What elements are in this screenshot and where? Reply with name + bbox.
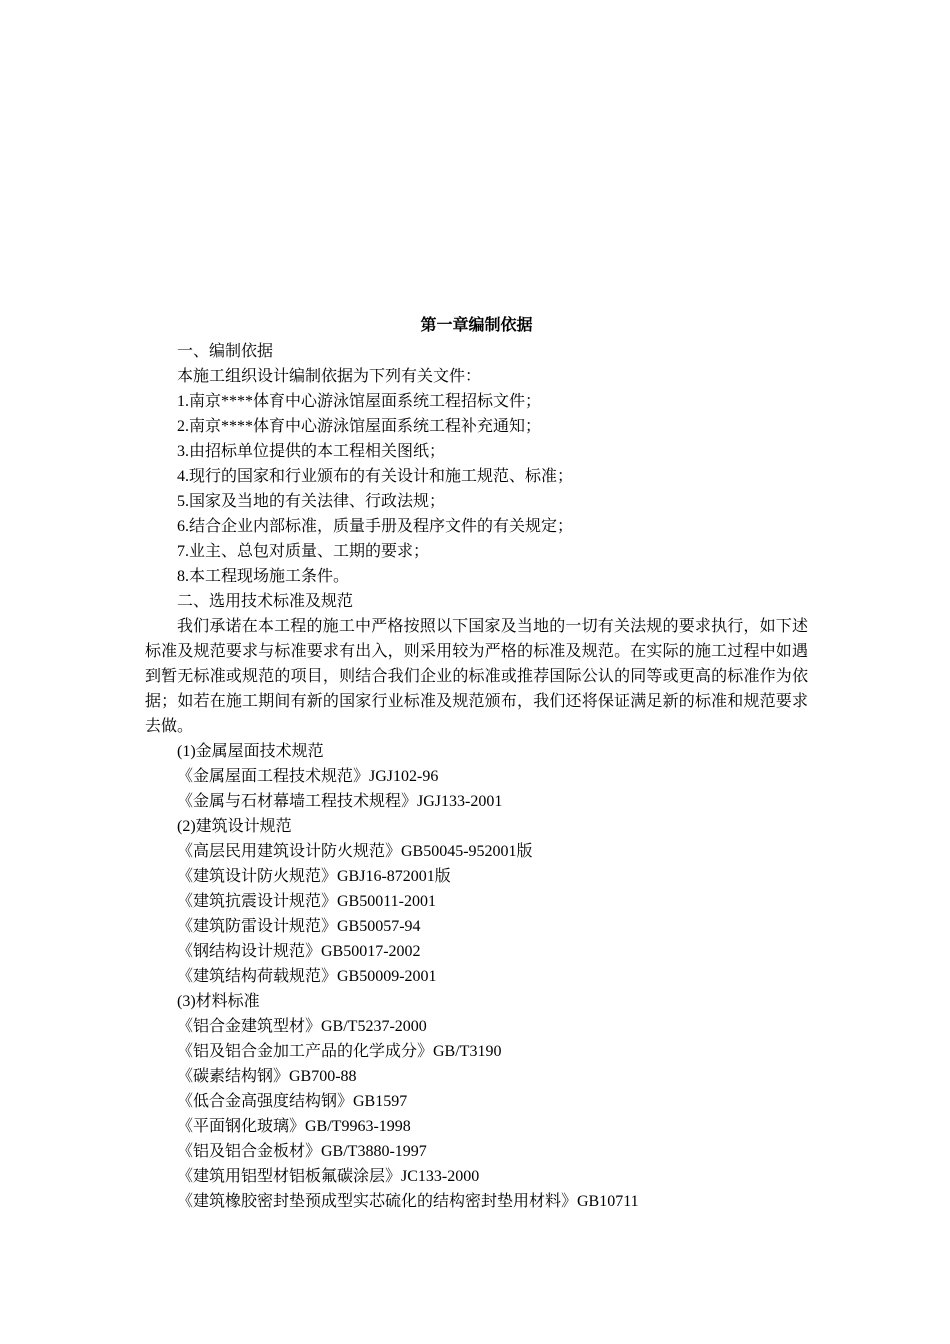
standard-item: 《建筑设计防火规范》GBJ16-872001版 (177, 868, 451, 885)
standard-item: 《碳素结构钢》GB700-88 (177, 1068, 357, 1085)
standards-group-label: (1)金属屋面技术规范 (177, 743, 324, 760)
section-heading-basis: 一、编制依据 (177, 343, 274, 360)
standard-item: 《铝及铝合金板材》GB/T3880-1997 (177, 1143, 427, 1160)
standard-item: 《建筑抗震设计规范》GB50011-2001 (177, 893, 436, 910)
standard-item: 《建筑橡胶密封垫预成型实芯硫化的结构密封垫用材料》GB10711 (177, 1193, 639, 1210)
commitment-paragraph: 我们承诺在本工程的施工中严格按照以下国家及当地的一切有关法规的要求执行，如下述标准及规范要求与标准要求有出入，则采用较为严格的标准及规范。在实际的施工过程中如遇到暂无标准或规范的项目，则结合我们企业的标准或推荐国际公认的同等或更高的标准作为依据；如若在施工期间有新的国家行业标准及规范颁布，我们还将保证满足新的标准和规范要求去做。 (145, 618, 808, 735)
standards-group-label: (3)材料标准 (177, 993, 260, 1010)
standard-item: 《金属与石材幕墙工程技术规程》JGJ133-2001 (177, 793, 503, 810)
standards-group-label: (2)建筑设计规范 (177, 818, 292, 835)
standard-item: 《铝及铝合金加工产品的化学成分》GB/T3190 (177, 1043, 502, 1060)
standard-item: 《低合金高强度结构钢》GB1597 (177, 1093, 408, 1110)
document-body (145, 314, 808, 1214)
standard-item: 《金属屋面工程技术规范》JGJ102-96 (177, 768, 439, 785)
standard-item: 《钢结构设计规范》GB50017-2002 (177, 943, 421, 960)
standard-item: 《平面钢化玻璃》GB/T9963-1998 (177, 1118, 411, 1135)
standard-item: 《建筑结构荷载规范》GB50009-2001 (177, 968, 437, 985)
basis-item: 1.南京****体育中心游泳馆屋面系统工程招标文件； (177, 393, 542, 410)
basis-item: 4.现行的国家和行业颁布的有关设计和施工规范、标准； (177, 468, 574, 485)
chapter-title: 第一章编制依据 (420, 317, 533, 334)
basis-item: 8.本工程现场施工条件。 (177, 568, 350, 585)
basis-item: 6.结合企业内部标准，质量手册及程序文件的有关规定； (177, 518, 574, 535)
basis-item: 3.由招标单位提供的本工程相关图纸； (177, 443, 446, 460)
standard-item: 《建筑防雷设计规范》GB50057-94 (177, 918, 421, 935)
basis-item: 5.国家及当地的有关法律、行政法规； (177, 493, 446, 510)
basis-item: 2.南京****体育中心游泳馆屋面系统工程补充通知； (177, 418, 542, 435)
standard-item: 《铝合金建筑型材》GB/T5237-2000 (177, 1018, 427, 1035)
standard-item: 《高层民用建筑设计防火规范》GB50045-952001版 (177, 843, 533, 860)
section-heading-standards: 二、选用技术标准及规范 (177, 593, 354, 610)
standard-item: 《建筑用铝型材铝板氟碳涂层》JC133-2000 (177, 1168, 480, 1185)
section-intro: 本施工组织设计编制依据为下列有关文件： (177, 368, 482, 385)
basis-item: 7.业主、总包对质量、工期的要求； (177, 543, 430, 560)
